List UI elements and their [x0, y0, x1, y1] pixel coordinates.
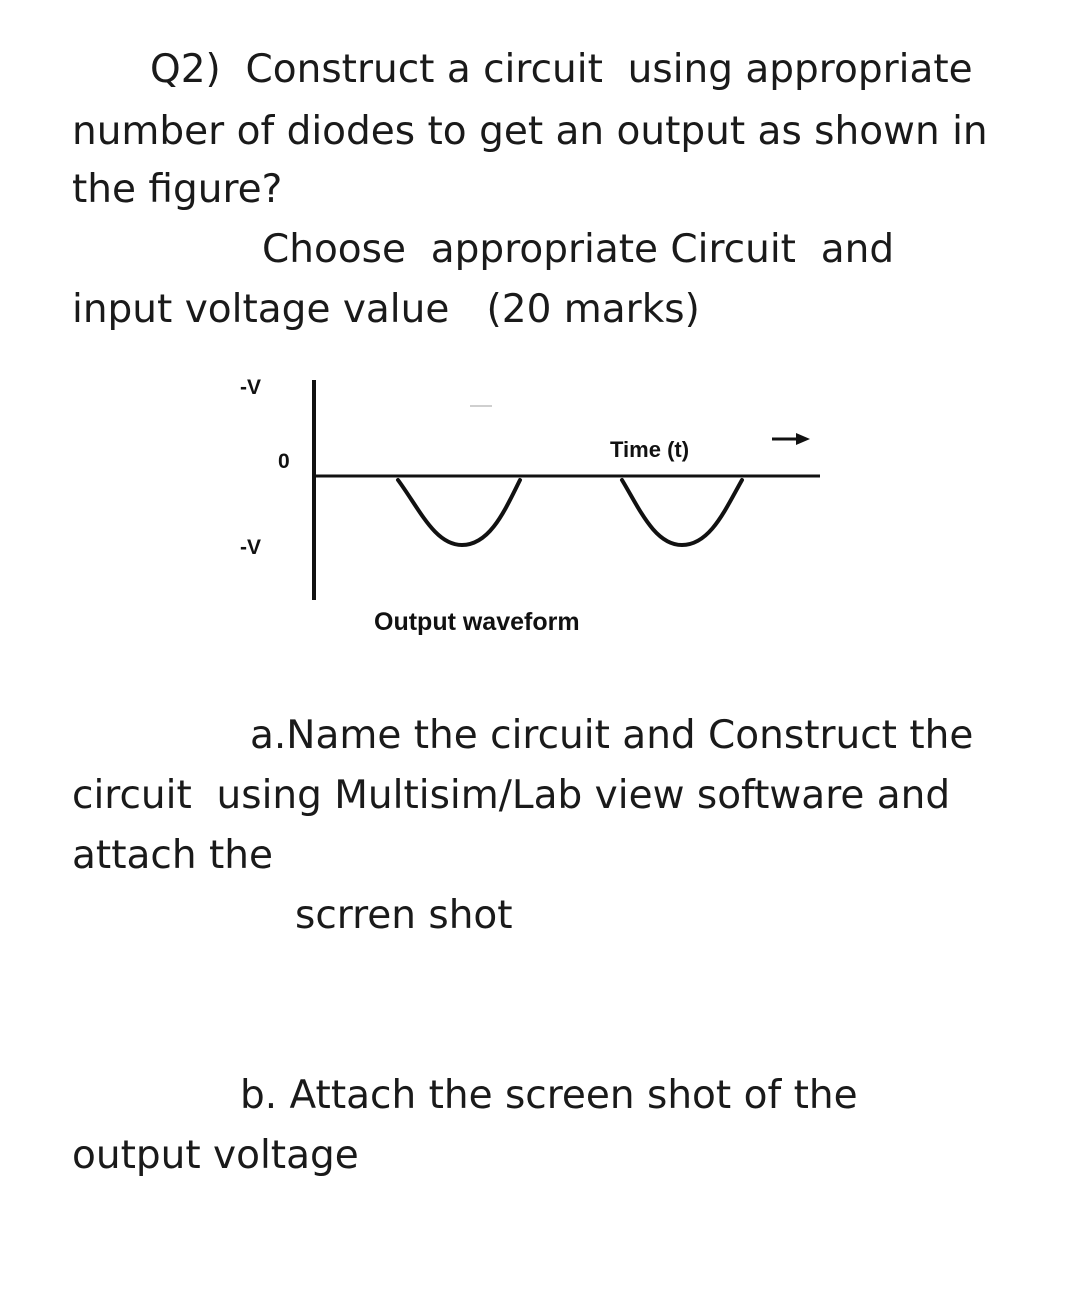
- part-b-line-1: b. Attach the screen shot of the: [240, 1073, 858, 1118]
- question-line-1: Q2) Construct a circuit using appropriate: [150, 47, 973, 92]
- y-label-zero: 0: [278, 450, 290, 473]
- y-label-top: -V: [240, 376, 261, 399]
- question-line-2: number of diodes to get an output as shown in: [72, 109, 988, 154]
- question-line-4: Choose appropriate Circuit and: [262, 227, 895, 272]
- y-label-bottom: -V: [240, 536, 261, 559]
- part-a-line-4: scrren shot: [295, 893, 513, 938]
- output-waveform-figure: [220, 360, 860, 660]
- part-a-line-1: a.Name the circuit and Construct the: [250, 713, 974, 758]
- question-line-5: input voltage value (20 marks): [72, 287, 700, 332]
- question-line-3: the figure?: [72, 167, 283, 212]
- arrow-right-icon: [772, 433, 810, 445]
- figure-caption: Output waveform: [374, 608, 580, 636]
- x-axis-label: Time (t): [610, 437, 690, 462]
- part-a-line-3: attach the: [72, 833, 273, 878]
- negative-half-cycle-2: [622, 480, 742, 545]
- part-b-line-2: output voltage: [72, 1133, 359, 1178]
- negative-half-cycle-1: [398, 480, 520, 545]
- part-a-line-2: circuit using Multisim/Lab view software and: [72, 773, 951, 818]
